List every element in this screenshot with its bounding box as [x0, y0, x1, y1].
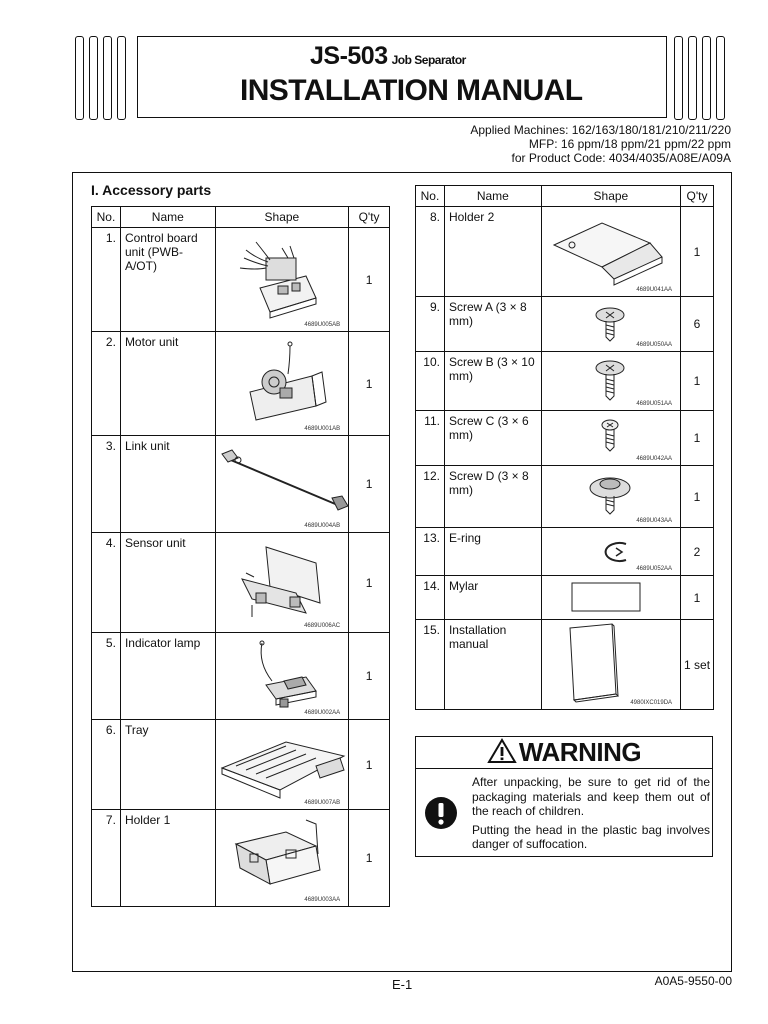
- left-bar-3: [103, 36, 112, 120]
- part-code: 4689U001AB: [304, 426, 341, 432]
- document-code: A0A5-9550-00: [654, 974, 732, 988]
- mylar-illustration: [541, 576, 680, 620]
- col-qty: Q'ty: [681, 186, 714, 207]
- page-title: INSTALLATION MANUAL: [240, 74, 583, 107]
- holder-2-illustration: [541, 207, 680, 297]
- left-bar-2: [89, 36, 98, 120]
- part-code: 4689U004AB: [304, 523, 341, 529]
- part-code: 4689U052AA: [636, 566, 673, 572]
- product-code-line: for Product Code: 4034/4035/A08E/A09A: [511, 151, 731, 165]
- screw-d-illustration: [541, 466, 680, 528]
- warning-triangle-icon: [487, 738, 517, 764]
- part-code: 4689U002AA: [304, 710, 341, 716]
- table-row: 11. Screw C (3 × 6 mm) 4689U042AA 1: [416, 411, 714, 466]
- part-code: 4689U006AC: [304, 623, 341, 629]
- right-bar-2: [688, 36, 697, 120]
- model-subtitle: Job Separator: [391, 53, 466, 67]
- table-row: 13. E-ring 4689U052AA 2: [416, 528, 714, 576]
- part-code: 4980IXC019DA: [630, 700, 673, 706]
- part-code: 4689U042AA: [636, 456, 673, 462]
- right-bar-4: [716, 36, 725, 120]
- part-code: 4689U050AA: [636, 342, 673, 348]
- warning-paragraph-2: Putting the head in the plastic bag involves danger of suffocation.: [472, 822, 710, 851]
- part-code: 4689U041AA: [636, 287, 673, 293]
- table-row: 5. Indicator lamp 4689U002AA 1: [92, 633, 390, 720]
- left-parts-table: [91, 206, 390, 907]
- motor-unit-illustration: [215, 332, 348, 436]
- table-row: 9. Screw A (3 × 8 mm) 4689U050AA 6: [416, 297, 714, 352]
- left-bar-4: [117, 36, 126, 120]
- warning-text: [472, 775, 710, 856]
- part-code: 4689U003AA: [304, 897, 341, 903]
- col-name: Name: [444, 186, 541, 207]
- col-shape: Shape: [541, 186, 680, 207]
- link-unit-illustration: [215, 436, 348, 533]
- part-code: 4689U043AA: [636, 518, 673, 524]
- table-row: 15. Installation manual 4980IXC019DA 1 set: [416, 620, 714, 710]
- screw-b-illustration: [541, 352, 680, 411]
- page-number: E-1: [392, 977, 413, 992]
- warning-paragraph-1: After unpacking, be sure to get rid of the packaging materials and keep them out of the reach of children.: [472, 775, 710, 818]
- warning-header: [416, 737, 712, 769]
- warning-box: [415, 736, 713, 857]
- table-row: 1. Control board unit (PWB-A/OT) 4689U005AB 1: [92, 228, 390, 332]
- exclamation-icon: [424, 796, 458, 830]
- part-code: 4689U007AB: [304, 800, 341, 806]
- section-title: I. Accessory parts: [91, 182, 212, 198]
- table-row: 3. Link unit 4689U004AB 1: [92, 436, 390, 533]
- table-row: 2. Motor unit 4689U001AB 1: [92, 332, 390, 436]
- applied-machines: [470, 123, 731, 165]
- right-bar-1: [674, 36, 683, 120]
- applied-line: Applied Machines: 162/163/180/181/210/211/220: [470, 123, 731, 137]
- e-ring-illustration: [541, 528, 680, 576]
- model-title: JS-503 Job Separator: [310, 42, 466, 70]
- tray-illustration: [215, 720, 348, 810]
- table-row: 4. Sensor unit 4689U006AC 1: [92, 533, 390, 633]
- warning-title: WARNING: [518, 737, 642, 767]
- table-row: 10. Screw B (3 × 10 mm) 4689U051AA 1: [416, 352, 714, 411]
- table-row: 14. Mylar 1: [416, 576, 714, 620]
- control-board-illustration: [215, 228, 348, 332]
- mfp-line: MFP: 16 ppm/18 ppm/21 ppm/22 ppm: [528, 137, 731, 151]
- table-row: 6. Tray 4689U007AB 1: [92, 720, 390, 810]
- left-bar-1: [75, 36, 84, 120]
- part-code: 4689U051AA: [636, 401, 673, 407]
- col-shape: Shape: [215, 207, 348, 228]
- sensor-unit-illustration: [215, 533, 348, 633]
- holder-1-illustration: [215, 810, 348, 907]
- col-no: No.: [416, 186, 445, 207]
- col-name: Name: [120, 207, 215, 228]
- part-code: 4689U005AB: [304, 322, 341, 328]
- screw-a-illustration: [541, 297, 680, 352]
- manual-booklet-illustration: [541, 620, 680, 710]
- right-bar-3: [702, 36, 711, 120]
- col-qty: Q'ty: [349, 207, 390, 228]
- right-parts-table: [415, 185, 714, 710]
- table-row: 12. Screw D (3 × 8 mm) 4689U043AA 1: [416, 466, 714, 528]
- screw-c-illustration: [541, 411, 680, 466]
- table-row: 7. Holder 1 4689U003AA 1: [92, 810, 390, 907]
- table-row: 8. Holder 2 4689U041AA 1: [416, 207, 714, 297]
- indicator-lamp-illustration: [215, 633, 348, 720]
- col-no: No.: [92, 207, 121, 228]
